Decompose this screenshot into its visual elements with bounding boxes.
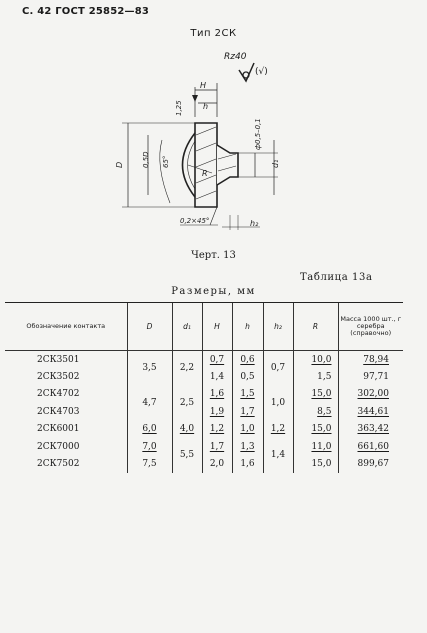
cell-h2: 1,4 — [263, 438, 293, 473]
cell-H: 1,2 — [209, 424, 225, 435]
cell-D: 4,7 — [127, 386, 172, 421]
dim-half-D-label: 0,5D — [142, 151, 150, 168]
table-row — [5, 438, 403, 455]
cell-D: 7,5 — [127, 455, 172, 472]
cell-name: 2СК7502 — [37, 459, 80, 470]
cell-d1: 2,2 — [172, 351, 202, 386]
cell-D: 3,5 — [127, 351, 172, 386]
dim-d1-label: d₁ — [271, 159, 280, 168]
table-row — [5, 403, 403, 420]
cell-h: 1,6 — [232, 455, 263, 472]
cell-mass: 344,61 — [357, 406, 389, 417]
table-row — [5, 351, 403, 369]
dim-H-label: H — [200, 81, 207, 90]
header-h: h — [232, 303, 263, 351]
cell-R: 15,0 — [293, 455, 338, 472]
cell-d1: 5,5 — [172, 438, 202, 473]
dim-R-label: R — [202, 169, 208, 178]
header-D: D — [127, 303, 172, 351]
cell-H: 1,7 — [209, 441, 225, 452]
dim-D-label: D — [115, 161, 124, 168]
cell-D: 7,0 — [142, 441, 157, 452]
cell-H: 1,9 — [209, 406, 225, 417]
dim-chamfer-label: 0,2×45° — [180, 217, 210, 225]
cell-h: 1,7 — [240, 406, 255, 417]
roughness-symbol-icon — [239, 63, 254, 81]
table-row — [5, 455, 403, 472]
dim-h2-label: h₂ — [250, 219, 259, 228]
cell-mass: 363,42 — [357, 424, 389, 435]
cell-H: 1,4 — [202, 368, 232, 385]
cell-h2: 1,0 — [263, 386, 293, 421]
table-row — [5, 421, 403, 438]
cell-h2: 0,7 — [263, 351, 293, 386]
dimensions-table — [5, 303, 403, 473]
cell-D: 6,0 — [142, 424, 157, 435]
roughness-general-mark: (√) — [255, 67, 268, 77]
cell-R: 1,5 — [293, 368, 338, 385]
header-R: R — [293, 303, 338, 351]
table-row — [5, 386, 403, 403]
cell-H: 0,7 — [209, 354, 225, 365]
table-row — [5, 368, 403, 385]
cell-d1: 4,0 — [179, 424, 195, 435]
cell-R: 15,0 — [311, 389, 332, 400]
cell-R: 8,5 — [317, 406, 332, 417]
dim-tolerance-label: ф0,5–0,1 — [254, 118, 262, 150]
cell-name: 2СК4703 — [37, 406, 80, 417]
dim-small-label: 1,25 — [175, 100, 183, 116]
cell-name: 2СК3502 — [37, 372, 80, 383]
table-number: Таблица 13а — [300, 272, 373, 283]
figure-caption: Черт. 13 — [191, 250, 236, 261]
cell-d1: 2,5 — [172, 386, 202, 421]
header-name: Обозначение контакта — [5, 303, 127, 351]
dim-h-label: h — [203, 102, 209, 111]
cell-H: 2,0 — [202, 455, 232, 472]
cell-h: 1,5 — [240, 389, 255, 400]
cell-mass: 302,00 — [357, 389, 389, 400]
table-caption: Размеры, мм — [171, 286, 256, 297]
cell-R: 15,0 — [311, 424, 332, 435]
dim-angle-label: 65° — [162, 155, 170, 168]
cell-h2: 1,2 — [270, 424, 286, 435]
cell-h: 1,3 — [240, 441, 255, 452]
cell-name: 2СК6001 — [37, 424, 80, 435]
technical-drawing — [100, 55, 320, 240]
cell-mass: 78,94 — [363, 354, 389, 365]
header-d1: d₁ — [172, 303, 202, 351]
header-mass: Масса 1000 шт., г серебра (справочно) — [338, 303, 403, 351]
table-header-row — [5, 303, 403, 351]
cell-name: 2СК7000 — [37, 441, 80, 452]
cell-name: 2СК4702 — [37, 389, 80, 400]
cell-h: 0,6 — [240, 354, 255, 365]
cell-H: 1,6 — [209, 389, 225, 400]
page-header: С. 42 ГОСТ 25852—83 — [22, 6, 150, 17]
header-h2: h₂ — [263, 303, 293, 351]
cell-R: 10,0 — [311, 354, 332, 365]
cell-name: 2СК3501 — [37, 354, 80, 365]
cell-mass: 899,67 — [338, 455, 403, 472]
cell-h: 1,0 — [240, 424, 255, 435]
cell-R: 11,0 — [311, 441, 332, 452]
cell-mass: 661,60 — [357, 441, 389, 452]
type-title: Тип 2СК — [190, 28, 237, 39]
roughness-label: Rz40 — [224, 52, 247, 62]
cell-h: 0,5 — [232, 368, 263, 385]
header-H: H — [202, 303, 232, 351]
cell-mass: 97,71 — [338, 368, 403, 385]
